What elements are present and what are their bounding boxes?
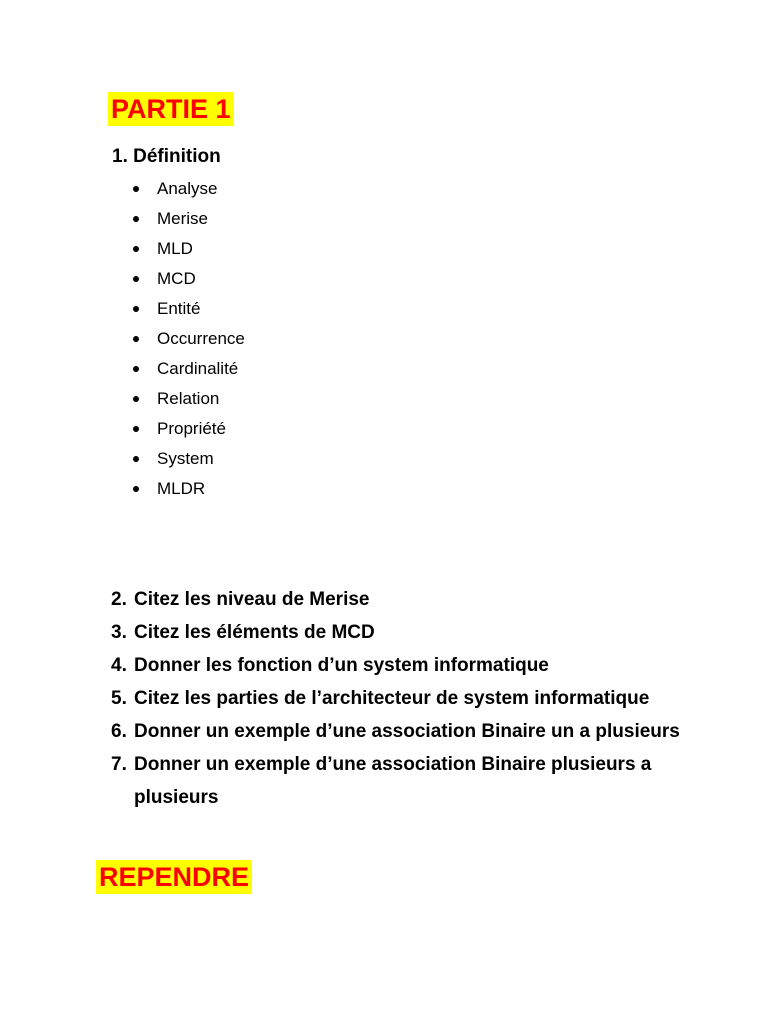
list-item (133, 446, 245, 476)
list-item (133, 356, 245, 386)
term-label: MLDR (157, 479, 206, 498)
bullet-icon (133, 396, 139, 402)
list-item (133, 296, 245, 326)
list-item (133, 476, 245, 506)
term-label: Entité (157, 299, 201, 318)
list-item (133, 326, 245, 356)
question-item (111, 748, 691, 814)
question-number: 5. (111, 688, 127, 709)
question-item (111, 649, 691, 682)
bullet-icon (133, 246, 139, 252)
question-text: Donner les fonction d’un system informatique (134, 655, 549, 676)
question-number: 4. (111, 655, 127, 676)
question-number: 6. (111, 721, 127, 742)
list-item (133, 386, 245, 416)
part-heading: PARTIE 1 (108, 92, 234, 126)
rependre-heading: REPENDRE (96, 860, 252, 894)
bullet-icon (133, 456, 139, 462)
question-number: 2. (111, 589, 127, 610)
term-label: MCD (157, 269, 196, 288)
question-number: 7. (111, 754, 127, 775)
term-label: Occurrence (157, 329, 245, 348)
question-item (111, 616, 691, 649)
question-text: Citez les parties de l’architecteur de system informatique (134, 688, 650, 709)
term-label: System (157, 449, 214, 468)
section-title-definition: 1. Définition (112, 146, 221, 167)
list-item (133, 206, 245, 236)
question-text: Donner un exemple d’une association Binaire un a plusieurs (134, 721, 680, 742)
term-label: Relation (157, 389, 220, 408)
list-item (133, 416, 245, 446)
bullet-icon (133, 336, 139, 342)
question-item (111, 715, 691, 748)
list-item (133, 236, 245, 266)
question-text: Donner un exemple d’une association Binaire plusieurs a plusieurs (134, 754, 652, 808)
list-item (133, 176, 245, 206)
list-item (133, 266, 245, 296)
question-text: Citez les éléments de MCD (134, 622, 375, 643)
definition-term-list (133, 176, 245, 506)
question-text: Citez les niveau de Merise (134, 589, 370, 610)
bullet-icon (133, 186, 139, 192)
term-label: Cardinalité (157, 359, 239, 378)
question-list (111, 583, 691, 814)
question-item (111, 682, 691, 715)
bullet-icon (133, 486, 139, 492)
bullet-icon (133, 426, 139, 432)
term-label: Analyse (157, 179, 218, 198)
term-label: Propriété (157, 419, 226, 438)
term-label: MLD (157, 239, 193, 258)
bullet-icon (133, 276, 139, 282)
bullet-icon (133, 366, 139, 372)
bullet-icon (133, 306, 139, 312)
question-item (111, 583, 691, 616)
term-label: Merise (157, 209, 209, 228)
question-number: 3. (111, 622, 127, 643)
bullet-icon (133, 216, 139, 222)
